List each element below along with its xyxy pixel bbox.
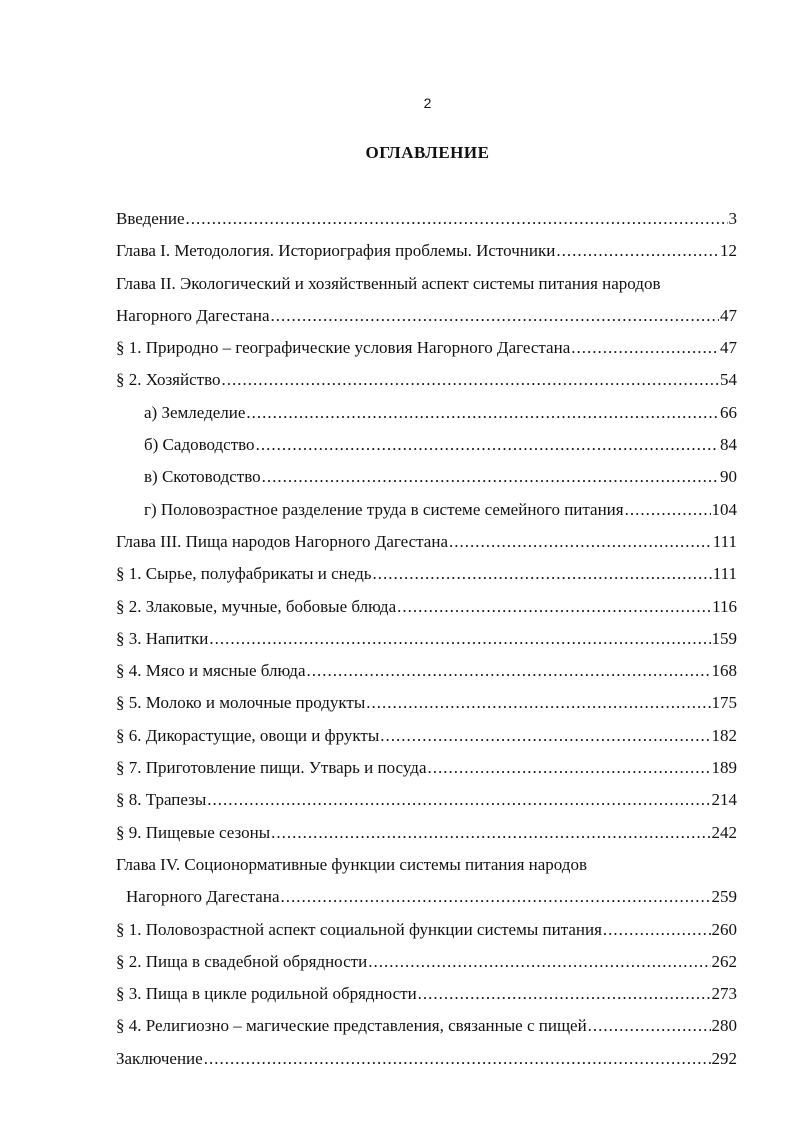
toc-entry-chapter-1[interactable] [116, 235, 737, 267]
toc-entry-page: 66 [720, 402, 737, 422]
toc-entry-label: § 2. Пища в свадебной обрядности [116, 951, 368, 971]
toc-entry-ch3-section-4[interactable] [116, 655, 737, 687]
toc-entry-label: § 5. Молоко и молочные продукты [116, 693, 366, 713]
toc-entry-label: Глава IV. Соционормативные функции системы питания народов [116, 854, 587, 874]
toc-entry-page: 182 [711, 725, 737, 745]
toc-entry-ch3-section-5[interactable] [116, 687, 737, 719]
toc-entry-ch4-section-1[interactable] [116, 914, 737, 946]
dot-leader [246, 397, 719, 429]
toc-entry-page: 292 [711, 1048, 737, 1068]
table-of-contents [116, 203, 737, 1075]
dot-leader [603, 914, 711, 946]
dot-leader [307, 655, 711, 687]
page-number: 2 [423, 95, 432, 111]
dot-leader [204, 1043, 711, 1075]
toc-entry-label: г) Половозрастное разделение труда в системе семейного питания [144, 499, 624, 519]
toc-entry-label: Глава I. Методология. Историография проблемы. Источники [116, 241, 556, 261]
toc-entry-page: 116 [712, 596, 737, 616]
toc-entry-ch2-section-2[interactable] [116, 364, 737, 396]
dot-leader [397, 591, 711, 623]
toc-entry-page: 111 [712, 531, 737, 551]
toc-entry-ch3-section-9[interactable] [116, 817, 737, 849]
toc-entry-label: § 9. Пищевые сезоны [116, 822, 271, 842]
dot-leader [372, 558, 711, 590]
toc-entry-label: Нагорного Дагестана [116, 305, 270, 325]
toc-entry-ch3-section-7[interactable] [116, 752, 737, 784]
dot-leader [256, 429, 719, 461]
toc-entry-page: 175 [711, 693, 737, 713]
toc-entry-page: 3 [728, 209, 737, 228]
toc-entry-label: Введение [116, 209, 185, 228]
toc-entry-label: § 2. Хозяйство [116, 370, 221, 390]
toc-entry-page: 47 [720, 338, 737, 358]
toc-entry-intro[interactable] [116, 203, 737, 235]
toc-entry-label: § 6. Дикорастущие, овощи и фрукты [116, 725, 380, 745]
dot-leader [588, 1010, 711, 1042]
toc-entry-page: 260 [711, 919, 737, 939]
toc-entry-page: 47 [720, 305, 737, 325]
toc-entry-page: 214 [711, 790, 737, 810]
dot-leader [418, 978, 711, 1010]
toc-entry-ch2-section-1[interactable] [116, 332, 737, 364]
toc-entry-ch3-section-1[interactable] [116, 558, 737, 590]
toc-entry-label: § 3. Пища в цикле родильной обрядности [116, 984, 417, 1004]
toc-entry-page: 159 [711, 628, 737, 648]
toc-entry-chapter-4-line-2[interactable] [116, 881, 737, 913]
toc-entry-ch3-section-3[interactable] [116, 623, 737, 655]
toc-entry-ch2-section-2-d[interactable] [116, 494, 737, 526]
dot-leader [556, 235, 719, 267]
dot-leader [271, 300, 720, 332]
toc-entry-label: б) Садоводство [144, 435, 255, 455]
toc-entry-label: § 4. Мясо и мясные блюда [116, 661, 306, 681]
toc-entry-label: а) Земледелие [144, 402, 246, 422]
toc-entry-ch4-section-4[interactable] [116, 1010, 737, 1042]
toc-entry-ch2-section-2-a[interactable] [116, 397, 737, 429]
toc-entry-label: § 1. Сырье, полуфабрикаты и снедь [116, 564, 372, 584]
toc-entry-ch4-section-3[interactable] [116, 978, 737, 1010]
page-title: ОГЛАВЛЕНИЕ [365, 143, 490, 162]
dot-leader [271, 817, 710, 849]
toc-entry-chapter-4-line-1[interactable] [116, 849, 737, 881]
dot-leader [209, 623, 710, 655]
toc-entry-label: Глава III. Пища народов Нагорного Дагестана [116, 531, 448, 551]
toc-entry-page: 104 [711, 499, 737, 519]
toc-entry-label: § 2. Злаковые, мучные, бобовые блюда [116, 596, 397, 616]
toc-entry-page: 280 [711, 1016, 737, 1036]
toc-entry-page: 259 [711, 887, 737, 907]
dot-leader [380, 720, 710, 752]
toc-entry-page: 111 [712, 564, 737, 584]
toc-entry-ch2-section-2-b[interactable] [116, 429, 737, 461]
dot-leader [449, 526, 712, 558]
toc-entry-label: § 1. Половозрастной аспект социальной функции системы питания [116, 919, 602, 939]
toc-entry-ch4-section-2[interactable] [116, 946, 737, 978]
toc-entry-page: 90 [720, 467, 737, 487]
dot-leader [281, 881, 711, 913]
dot-leader [368, 946, 710, 978]
toc-entry-page: 273 [711, 984, 737, 1004]
toc-entry-page: 262 [711, 951, 737, 971]
dot-leader [366, 687, 710, 719]
toc-entry-page: 168 [711, 661, 737, 681]
toc-entry-page: 189 [711, 758, 737, 778]
dot-leader [221, 364, 719, 396]
toc-entry-label: § 3. Напитки [116, 628, 209, 648]
toc-entry-chapter-2-line-1[interactable] [116, 268, 737, 300]
toc-entry-page: 54 [720, 370, 737, 390]
toc-entry-ch3-section-2[interactable] [116, 591, 737, 623]
dot-leader [428, 752, 711, 784]
toc-entry-label: § 8. Трапезы [116, 790, 207, 810]
toc-entry-page: 12 [720, 241, 737, 261]
dot-leader [207, 784, 710, 816]
toc-entry-ch3-section-6[interactable] [116, 720, 737, 752]
toc-entry-conclusion[interactable] [116, 1043, 737, 1075]
dot-leader [625, 494, 711, 526]
dot-leader [262, 461, 719, 493]
dot-leader [571, 332, 719, 364]
dot-leader [186, 203, 728, 235]
toc-entry-label: в) Скотоводство [144, 467, 261, 487]
toc-entry-label: § 4. Религиозно – магические представления, связанные с пищей [116, 1016, 587, 1036]
toc-entry-ch3-section-8[interactable] [116, 784, 737, 816]
toc-entry-chapter-3[interactable] [116, 526, 737, 558]
toc-entry-page: 84 [720, 435, 737, 455]
toc-entry-chapter-2-line-2[interactable] [116, 300, 737, 332]
toc-entry-label: Нагорного Дагестана [126, 887, 280, 907]
toc-entry-label: Глава II. Экологический и хозяйственный аспект системы питания народов [116, 273, 661, 293]
toc-entry-ch2-section-2-c[interactable] [116, 461, 737, 493]
toc-entry-label: Заключение [116, 1048, 203, 1068]
toc-entry-page: 242 [711, 822, 737, 842]
toc-entry-label: § 1. Природно – географические условия Нагорного Дагестана [116, 338, 571, 358]
toc-entry-label: § 7. Приготовление пищи. Утварь и посуда [116, 758, 427, 778]
